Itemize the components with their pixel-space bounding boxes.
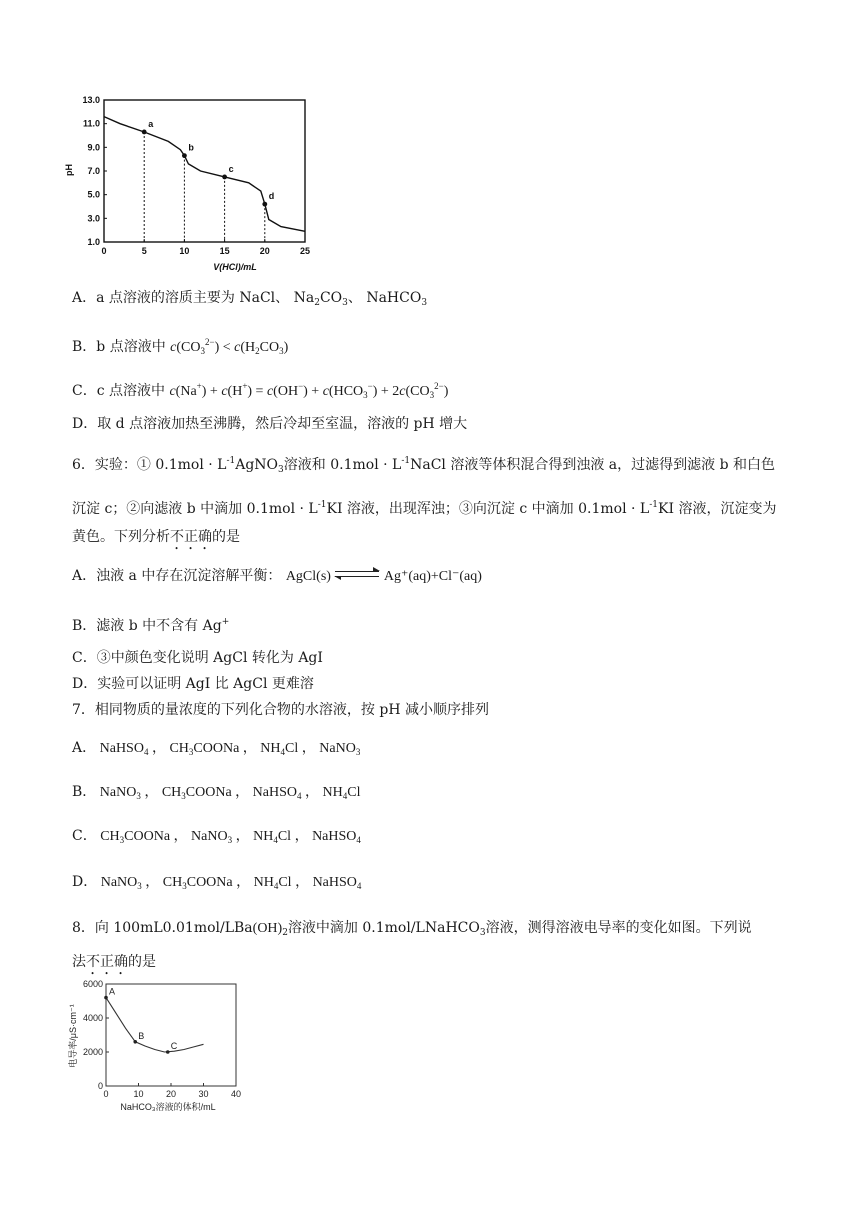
- point-label: b: [188, 142, 194, 153]
- x-tick-label: 0: [101, 246, 107, 256]
- q7-option-a: A． NaHSO$_4$ ， $CH_3COONa$ ， $NH_4Cl$ ， NaNO$_3$: [72, 740, 361, 757]
- y-tick-label: 13.0: [82, 95, 100, 105]
- q6-option-a: A．浊液 a 中存在沉淀溶解平衡： AgCl(s) Ag⁺(aq)+Cl⁻(aq): [72, 568, 482, 584]
- q8-stem-line2: 法不正确的是: [72, 954, 156, 970]
- point-label: a: [148, 118, 154, 129]
- point-label: A: [109, 986, 116, 997]
- conductivity-curve-line: [106, 998, 204, 1052]
- x-tick-label: 40: [230, 1089, 242, 1099]
- x-tick-label: 20: [259, 246, 270, 256]
- q6-stem-line3: 黄色。下列分析不正确的是: [72, 529, 240, 545]
- q5-option-d: D．取 d 点溶液加热至沸腾，然后冷却至室温，溶液的 pH 增大: [72, 416, 468, 432]
- q5-option-c: C．c 点溶液中 $c(Na^+) + c(H^+) = c(OH^-) + c(HCO_3^-) + 2c(CO_3^{2-})$: [72, 381, 449, 400]
- y-tick-label: 2000: [82, 1047, 103, 1057]
- data-point: [182, 153, 187, 158]
- point-label: d: [268, 191, 275, 202]
- y-tick-label: 1.0: [87, 237, 100, 247]
- q6-stem-line2: 沉淀 c；②向滤液 b 中滴加 $0.1mol \cdot L^{-1}KI$ 溶液，出现浑浊；③向沉淀 c 中滴加 $0.1mol \cdot L^{-1}KI$ 溶液，沉淀变为: [72, 500, 777, 517]
- emphasis-not-correct: 不正确: [170, 529, 212, 545]
- q6-option-b: B．滤液 b 中不含有 Ag+: [72, 617, 230, 634]
- y-tick-label: 6000: [82, 979, 103, 989]
- chart2-frame: [106, 984, 236, 1086]
- data-point: [262, 202, 267, 207]
- y-tick-label: 0: [97, 1081, 103, 1091]
- x-tick-label: 15: [219, 246, 230, 256]
- x-tick-label: 5: [141, 246, 147, 256]
- chart1-frame: [104, 100, 305, 242]
- q5-c-formula: $c(Na^+) + c(H^+) = c(OH^-) + c(HCO_3^-) + 2c(CO_3^{2-})$: [169, 381, 449, 400]
- chart1-xlabel: V(HCl)/mL: [213, 262, 257, 272]
- point-label: C: [170, 1041, 178, 1051]
- ph-curve-line: [104, 117, 305, 232]
- x-tick-label: 0: [103, 1089, 109, 1099]
- conductivity-chart: [64, 976, 254, 1116]
- x-tick-label: 10: [179, 246, 190, 256]
- q5-b-formula: $c(CO_3^{2-}) < c(H_2CO_3)$: [170, 337, 289, 356]
- chart1-ylabel: pH: [64, 164, 74, 176]
- data-point: [104, 996, 108, 1000]
- q6-option-c: C．③中颜色变化说明 AgCl 转化为 AgI: [72, 650, 323, 666]
- emphasis-not-correct: 不正确: [86, 954, 128, 970]
- y-tick-label: 5.0: [87, 189, 100, 200]
- equilibrium-arrow-icon: [335, 569, 379, 579]
- q5-option-a: A．a 点溶液的溶质主要为 NaCl、 $Na_2CO_3$、 NaHCO$_3$: [72, 290, 428, 308]
- q6-option-d: D．实验可以证明 AgI 比 AgCl 更难溶: [72, 676, 314, 692]
- data-point: [166, 1050, 170, 1054]
- chart2-ylabel: 电导率/μS·cm⁻¹: [68, 1004, 78, 1068]
- y-tick-label: 7.0: [87, 166, 100, 176]
- chart2-xlabel: NaHCO₃溶液的体积/mL: [120, 1102, 216, 1112]
- q7-option-b: B． NaNO$_3$ ， $CH_3COONa$ ， NaHSO$_4$ ， $NH_4Cl$: [72, 784, 361, 801]
- data-point: [222, 175, 227, 180]
- q7-option-c: C． $CH_3COONa$ ， NaNO$_3$ ， $NH_4Cl$ ， NaHSO$_4$: [72, 828, 361, 845]
- y-tick-label: 4000: [82, 1013, 103, 1023]
- x-tick-label: 20: [165, 1089, 177, 1099]
- y-tick-label: 9.0: [87, 142, 100, 153]
- data-point: [142, 130, 147, 135]
- ph-titration-chart: [60, 88, 330, 278]
- q8-stem-line1: 8．向 $100mL0.01mol/LBa(OH)_2$溶液中滴加 0.1mol/LNaHCO$_3$溶液，测得溶液电导率的变化如图。下列说: [72, 920, 752, 938]
- q7-stem: 7．相同物质的量浓度的下列化合物的水溶液，按 pH 减小顺序排列: [72, 702, 489, 718]
- x-tick-label: 25: [299, 246, 311, 256]
- x-tick-label: 10: [133, 1089, 144, 1099]
- q7-option-d: D． NaNO$_3$ ， $CH_3COONa$ ， $NH_4Cl$ ， NaHSO$_4$: [72, 874, 362, 891]
- q6-stem-line1: 6．实验：① $0.1mol \cdot L^{-1}AgNO_3$溶液和 $0.1mol \cdot L^{-1}NaCl$ 溶液等体积混合得到浊液 a，过滤得到滤液 b 和白色: [72, 456, 776, 475]
- y-tick-label: 3.0: [87, 213, 100, 224]
- data-point: [133, 1040, 137, 1044]
- x-tick-label: 30: [198, 1089, 209, 1099]
- point-label: B: [138, 1030, 145, 1041]
- q5-option-b: B．b 点溶液中 $c(CO_3^{2-}) < c(H_2CO_3)$: [72, 337, 289, 356]
- y-tick-label: 11.0: [82, 118, 100, 129]
- point-label: c: [228, 163, 234, 174]
